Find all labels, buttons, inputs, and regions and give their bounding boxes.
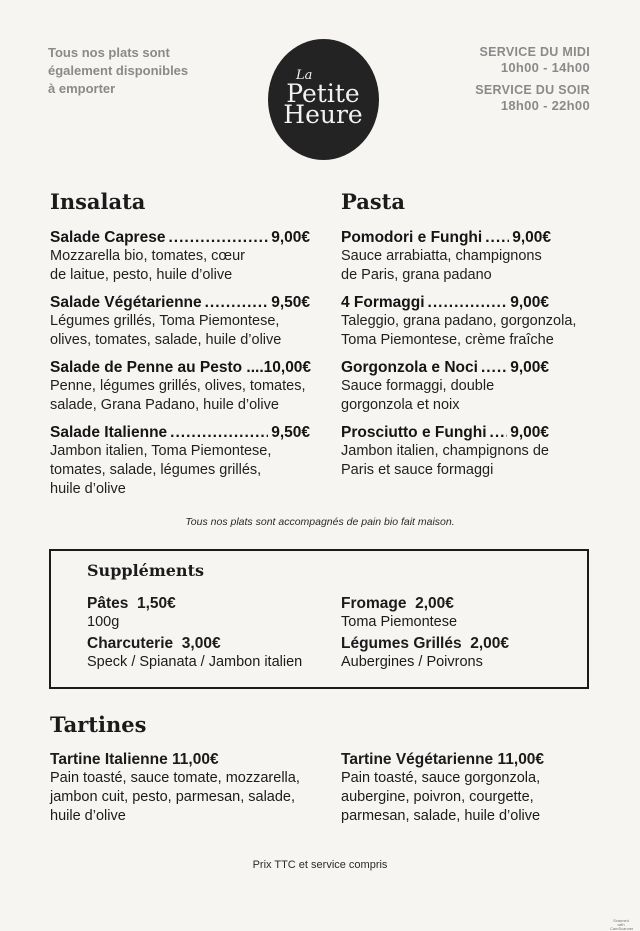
item-desc: Légumes grillés, Toma Piemontese,	[50, 313, 280, 329]
item-desc: Taleggio, grana padano, gorgonzola,	[341, 313, 577, 329]
supplement-name: Légumes Grillés	[341, 635, 462, 652]
service-soir-time: 18h00 - 22h00	[500, 98, 590, 113]
insalata-title: Insalata	[50, 189, 146, 214]
item-desc: Penne, légumes grillés, olives, tomates,	[50, 378, 306, 394]
item-desc: aubergine, poivron, courgette,	[341, 789, 534, 805]
item-price: 10,00€	[263, 359, 312, 376]
item-desc: Paris et sauce formaggi	[341, 462, 494, 478]
item-desc: huile d’olive	[50, 481, 126, 497]
supplement-price: 1,50€	[137, 595, 176, 612]
item-desc: Sauce arrabiatta, champignons	[341, 248, 542, 264]
item-name: 4 Formaggi	[341, 294, 425, 311]
menu-item	[50, 229, 310, 285]
item-desc: Pain toasté, sauce gorgonzola,	[341, 770, 541, 786]
item-name: Salade Italienne	[50, 424, 168, 441]
restaurant-logo	[268, 39, 379, 160]
logo-small-text: La	[296, 68, 313, 83]
supplement-price: 3,00€	[181, 635, 221, 652]
item-desc: jambon cuit, pesto, parmesan, salade,	[50, 789, 296, 805]
menu-item	[341, 229, 551, 285]
service-hours	[475, 44, 590, 114]
supplement-name: Charcuterie	[87, 635, 174, 652]
item-desc: gorgonzola et noix	[341, 397, 460, 413]
item-desc: olives, tomates, salade, huile d’olive	[50, 332, 282, 348]
menu-item	[341, 751, 611, 826]
item-price: 9,50€	[271, 294, 310, 311]
item-name: Gorgonzola e Noci	[341, 359, 478, 376]
item-desc: parmesan, salade, huile d’olive	[341, 808, 541, 824]
item-desc: huile d’olive	[50, 808, 126, 824]
item-desc: salade, Grana Padano, huile d’olive	[50, 397, 279, 413]
item-price: 9,00€	[510, 424, 549, 441]
takeaway-note	[48, 44, 228, 98]
item-desc: Jambon italien, Toma Piemontese,	[50, 443, 272, 459]
supplement-desc: Speck / Spianata / Jambon italien	[87, 654, 303, 670]
item-desc: Mozzarella bio, tomates, cœur	[50, 248, 246, 264]
service-soir-label: SERVICE DU SOIR	[475, 83, 590, 97]
item-desc: de Paris, grana padano	[341, 267, 492, 283]
supplement-item	[87, 635, 302, 672]
supplement-price: 2,00€	[470, 635, 510, 652]
takeaway-line: Tous nos plats sont	[48, 45, 170, 60]
item-price: 9,00€	[271, 229, 310, 246]
service-midi-label: SERVICE DU MIDI	[479, 45, 590, 59]
menu-item	[341, 424, 549, 480]
menu-item	[341, 359, 549, 415]
item-name: Salade Caprese	[50, 229, 166, 246]
takeaway-line: à emporter	[48, 81, 116, 96]
supplement-desc: Toma Piemontese	[341, 614, 458, 630]
supplement-name: Fromage	[341, 595, 407, 612]
menu-item	[50, 294, 310, 350]
supplement-name: Pâtes	[87, 595, 129, 612]
supplement-desc: Aubergines / Poivrons	[341, 654, 483, 670]
logo-line-2: Heure	[283, 100, 363, 129]
item-desc: Pain toasté, sauce tomate, mozzarella,	[50, 770, 300, 786]
item-price: 11,00€	[172, 751, 219, 768]
supplements-box	[49, 549, 589, 689]
item-price: 9,00€	[512, 229, 551, 246]
item-desc: de laitue, pesto, huile d’olive	[50, 267, 233, 283]
supplements-title: Suppléments	[87, 561, 204, 580]
menu-item	[341, 294, 577, 350]
item-price: 9,50€	[271, 424, 310, 441]
item-price: 11,00€	[497, 751, 545, 768]
item-desc: Sauce formaggi, double	[341, 378, 495, 394]
item-name: Pomodori e Funghi	[341, 229, 483, 246]
item-price: 9,00€	[510, 294, 549, 311]
menu-item	[50, 751, 320, 826]
menu-item	[50, 359, 310, 415]
item-name: Prosciutto e Funghi	[341, 424, 487, 441]
supplement-item	[341, 635, 509, 672]
scanner-badge: Scanned with CamScanner	[610, 918, 634, 931]
supplement-price: 2,00€	[415, 595, 454, 612]
takeaway-line: également disponibles	[48, 63, 189, 78]
item-desc: Toma Piemontese, crème fraîche	[341, 332, 554, 348]
item-name: Salade Végétarienne	[50, 294, 202, 311]
bread-note: Tous nos plats sont accompagnés de pain bio fait maison.	[185, 516, 455, 528]
supplement-item	[341, 595, 457, 632]
logo-line-1: Petite	[286, 79, 360, 108]
item-name: Tartine Italienne	[50, 751, 168, 768]
service-midi-time: 10h00 - 14h00	[500, 60, 590, 75]
item-name: Tartine Végétarienne	[341, 751, 494, 768]
supplement-item	[87, 595, 176, 632]
item-desc: tomates, salade, légumes grillés,	[50, 462, 262, 478]
item-price: 9,00€	[510, 359, 549, 376]
pasta-title: Pasta	[341, 189, 405, 214]
price-footer: Prix TTC et service compris	[252, 859, 388, 871]
menu-item	[50, 424, 310, 499]
supplement-desc: 100g	[87, 614, 120, 630]
item-name: Salade de Penne au Pesto ....	[50, 359, 264, 376]
tartines-title: Tartines	[50, 712, 147, 737]
item-desc: Jambon italien, champignons de	[341, 443, 549, 459]
